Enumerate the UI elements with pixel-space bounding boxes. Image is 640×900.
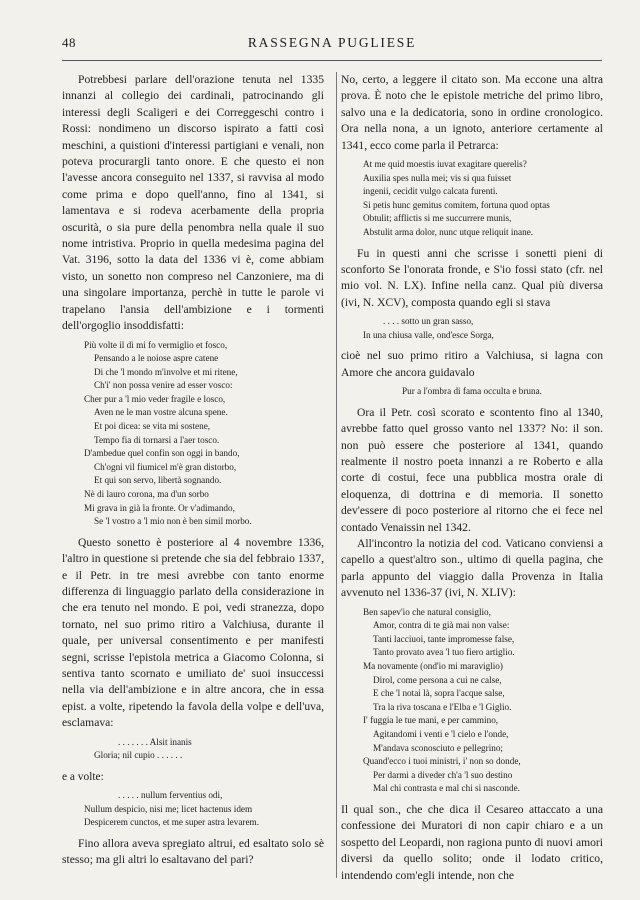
verse-line: Tanto provato avea 'l tuo fiero artiglio. xyxy=(373,647,515,658)
verse-line: Mi grava in già la fronte. Or v'adimando, xyxy=(84,502,235,513)
verse-line: M'andava sconosciuto e pellegrino; xyxy=(373,742,503,753)
verse-line: Se 'l vostro a 'l mio non è ben simil morbo. xyxy=(94,516,252,527)
verse-line: . . . . . . . Alsit inanis xyxy=(118,736,192,747)
right-quote-3 xyxy=(341,385,603,399)
right-sonnet xyxy=(341,606,603,796)
right-paragraph-2: Fu in questi anni che scrisse i sonetti pieni di sconforto Se l'onorata fronde, e S'io fossi stato (cfr. nel mio vol. N. LX). Infine nella canz. Qual più diversa (ivi, N. XCV), composta quando egli si stava xyxy=(341,246,603,309)
left-paragraph-2: Questo sonetto è posteriore al 4 novembre 1336, l'altro in questione si pretende che sia del febbraio 1337, e il Petr. in tre mesi avrebbe con tanto enorme differenza di linguaggio parlato della considerazione in che era tenuto nel mondo. E poi, vedi stranezza, dopo tornato, nel suo primo ritiro a Valchiusa, durante il quale, per universal consentimento e per manifesti segni, scrisse l'epistola metrica a Giacomo Colonna, si sentiva tanto scornato e umiliato de' suoi insuccessi nella via dell'ambizione e in altre ancora, che in essa epist. a volte, ripetendo la favola della volpe e dell'uva, esclamava: xyxy=(62,535,324,730)
page-number: 48 xyxy=(62,35,76,50)
verse-line: Abstulit arma dolor, nunc utque reliquit inane. xyxy=(363,227,534,237)
column-divider xyxy=(336,72,337,878)
verse-line: Tempo fia di tornarsi a l'aer tosco. xyxy=(94,434,220,445)
right-paragraph-5: All'incontro la notizia del cod. Vaticano conviensi a capello a quest'altro son., ultimo di quella pagina, che parla appunto del viaggio dalla Provenza in Italia avvenuto nel 1336-37 (ivi, N. XLIV): xyxy=(341,537,603,600)
verse-line: D'ambedue quel confin son oggi in bando, xyxy=(84,448,240,459)
verse-line: Tanti lacciuoi, tante impromesse false, xyxy=(373,633,515,644)
verse-line: Più volte il dì mi fo vermiglio et fosco, xyxy=(84,339,228,350)
left-column xyxy=(62,72,324,869)
verse-line: . . . . sotto un gran sasso, xyxy=(383,316,474,327)
verse-line: Per darmi a diveder ch'a 'l suo destino xyxy=(373,769,513,780)
verse-line: Ben sapev'io che natural consiglio, xyxy=(363,606,491,617)
right-paragraph-6: Il qual son., che che dica il Cesareo attaccato a una confessione dei Muratori di non capir chiaro e a un sospetto del Leopardi, non ragiona punto di nuovi amori diversi da quello solito; onde il lodato critico, intendendo com'egli intende, non che xyxy=(341,803,603,882)
verse-line: Di che 'l mondo m'involve et mi ritene, xyxy=(94,366,238,377)
verse-line: Agitandomi i venti e 'l cielo e l'onde, xyxy=(373,729,509,740)
verse-line: E che 'l notai là, sopra l'acque salse, xyxy=(373,688,505,699)
verse-line: Si petis hunc gemitus comitem, fortuna quod optas xyxy=(363,199,550,210)
left-paragraph-4: Fino allora aveva spregiato altrui, ed esaltato solo sè stesso; ma gli altri lo esaltavano del pari? xyxy=(62,837,324,867)
verse-line: Despicerem cunctos, et me super astra levarem. xyxy=(84,817,259,828)
left-sonnet xyxy=(62,339,324,529)
verse-line: Pur a l'ombra di fama occulta e bruna. xyxy=(402,386,542,397)
verse-line: In una chiusa valle, ond'esce Sorga, xyxy=(363,329,494,340)
verse-line: Auxilia spes nulla mei; vis si qua fuisset xyxy=(363,172,512,183)
verse-line: Ch'ogni vil fiumicel m'è gran distorbo, xyxy=(94,461,237,472)
header-rule xyxy=(62,60,602,61)
page-header xyxy=(62,33,602,55)
verse-line: Nullum despicio, nisi me; licet hactenus idem xyxy=(84,803,253,814)
verse-line: At me quid moestis iuvat exagitare querelis? xyxy=(363,159,527,170)
verse-line: Dirol, come persona a cui ne calse, xyxy=(373,674,502,685)
right-paragraph-1: No, certo, a leggere il citato son. Ma eccone una altra prova. È noto che le epistole metriche del primo libro, salvo una e la dedicatoria, sono in ordine cronologico. Ora nella nona, a un ignoto, anteriore certamente al 1341, ecco come parla il Petrarca: xyxy=(341,73,603,152)
verse-line: I' fuggia le tue mani, e per cammino, xyxy=(363,715,499,726)
verse-line: Gloria; nil cupio . . . . . . xyxy=(94,750,183,761)
verse-line: Ma novamente (ond'io mi maraviglio) xyxy=(363,661,503,672)
right-quote-1 xyxy=(341,158,603,240)
verse-line: Ch'i' non possa venire ad esser vosco: xyxy=(94,380,233,391)
right-paragraph-4: Ora il Petr. così scorato e scontento fino al 1340, avrebbe fatto quel grosso vanto nel 1337? No: il son. non può essere che posteriore al 1341, quando realmente il nostro poeta innanzi a re Roberto e alla corte di costui, fece una pubblica mostra orale di eloquenza, di dottrina e di memoria. Il sonetto dev'essere di poco posteriore al ritorno che ei fece nel contado Venaissin nel 1342. xyxy=(341,405,603,534)
verse-line: Pensando a le noiose aspre catene xyxy=(94,353,219,364)
verse-line: Aven ne le man vostre alcuna spene. xyxy=(94,407,228,418)
verse-line: Et qui son servo, libertà sognando. xyxy=(94,475,222,486)
verse-line: Obtulit; afflictis si me succurrere munis, xyxy=(363,213,512,224)
verse-line: ingenii, cecidit vulgo calcata furenti. xyxy=(363,186,498,197)
verse-line: Nè di lauro corona, ma d'un sorbo xyxy=(84,489,209,500)
verse-line: Et poi dicea: se vita mi sostene, xyxy=(94,421,211,432)
running-title: RASSEGNA PUGLIESE xyxy=(247,35,417,50)
left-paragraph-3: e a volte: xyxy=(62,770,104,783)
left-quote-2 xyxy=(62,789,324,830)
verse-line: Tra la riva toscana e l'Elba e 'l Giglio. xyxy=(373,701,512,712)
verse-line: Cher pur a 'l mio veder fragile e losco, xyxy=(84,393,226,404)
verse-line: Amor, contra di te già mai non valse: xyxy=(373,620,510,631)
verse-line: Mal chi contrasta e mal chi si nasconde. xyxy=(373,783,520,794)
left-paragraph-1: Potrebbesi parlare dell'orazione tenuta nel 1335 innanzi al collegio dei cardinali, patrocinando gli interessi degli Scaligeri e dei Correggeschi contro i Rossi: nondimeno un discorso ispirato a fatti così meschini, a quistioni d'interessi partigiani e venali, non poteva procurargli tanto onore. E che questo ei non l'avesse ancora conseguito nel 1337, si ravvisa al modo come prima e dopo quell'anno, fino al 1341, si lamentava e si rodeva acerbamente della propria oscurità, o sia pure della penombra nella quale il suo nome intristiva. Proprio in quella medesima pagina del Vat. 3196, sotto la data del 1336 vi è, come abbiam visto, un sonetto non compreso nel Canzoniere, ma di una singolare importanza, perchè in tutte le parole vi trapelano l'ansia dell'ambizione e i tormenti dell'orgoglio insoddisfatti: xyxy=(62,73,324,333)
verse-line: Quand'ecco i tuoi ministri, i' non so donde, xyxy=(363,756,521,767)
right-quote-2 xyxy=(341,315,603,342)
right-paragraph-3: cioè nel suo primo ritiro a Valchiusa, si lagna con Amore che ancora guidavalo xyxy=(341,349,603,379)
left-quote-1 xyxy=(62,736,324,763)
verse-line: . . . . . nullum ferventius odi, xyxy=(118,790,223,801)
right-column xyxy=(341,72,603,884)
